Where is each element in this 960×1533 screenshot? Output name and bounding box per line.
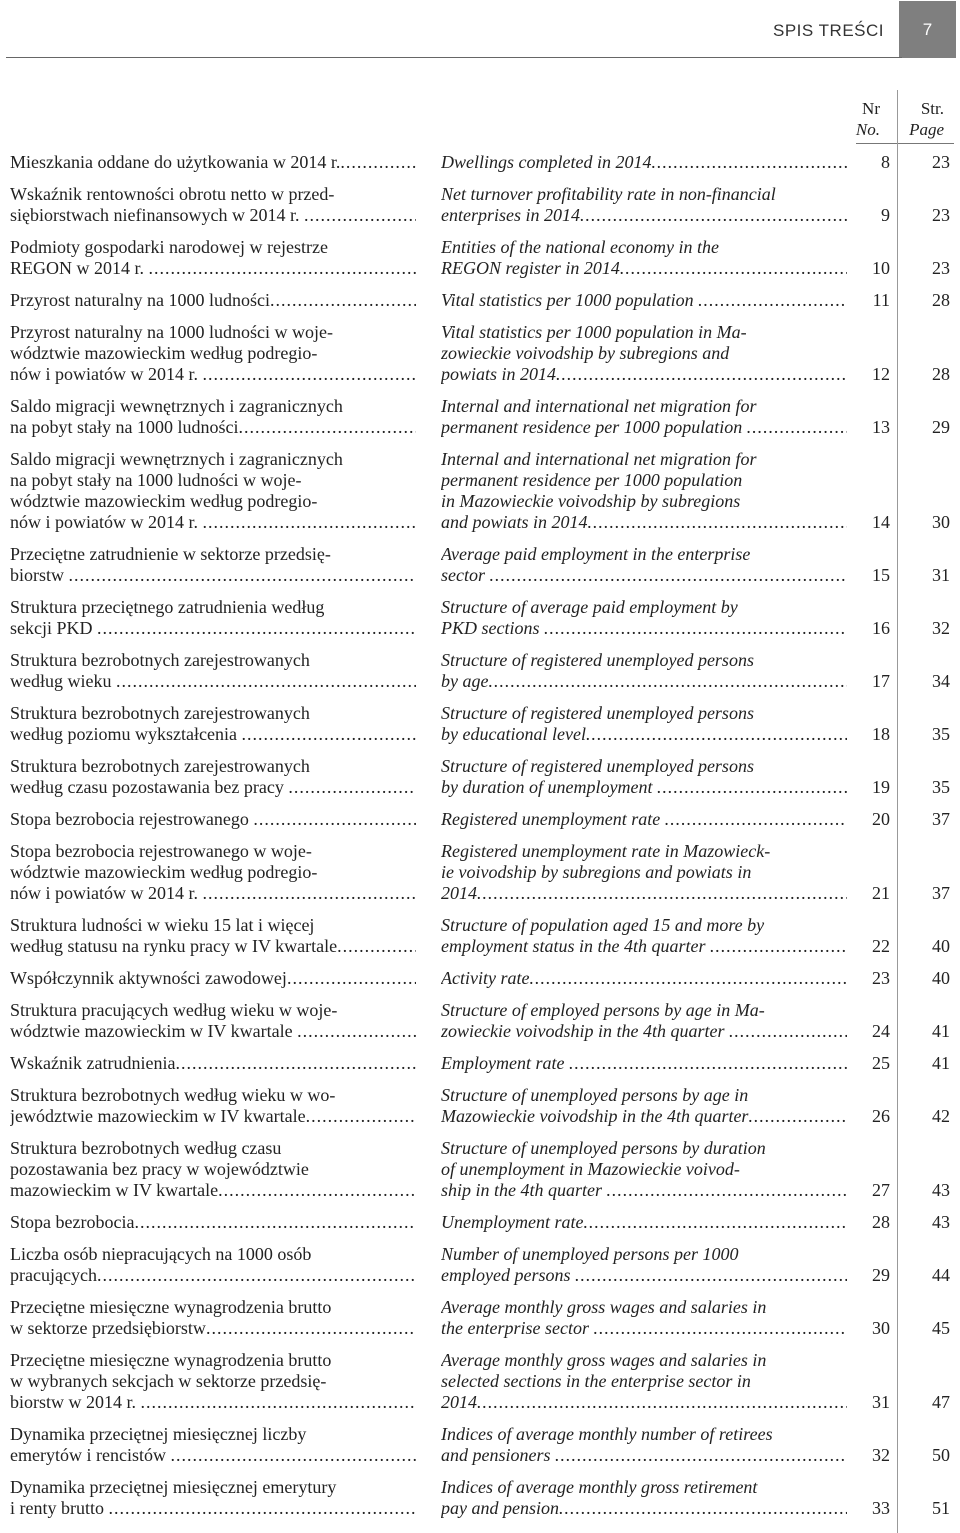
entry-title-en-line: ie voivodship by subregions and powiats in bbox=[441, 862, 752, 882]
entry-title-en bbox=[441, 756, 847, 798]
entry-page: 32 bbox=[932, 618, 950, 638]
entry-title-en-line: Structure of registered unemployed persons bbox=[441, 650, 754, 670]
entry-title-en-line: and powiats in 2014 ..... bbox=[459, 512, 847, 533]
entry-title-pl-line: pozostawania bez pracy w województwie bbox=[10, 1159, 309, 1179]
entry-title-pl-line: według statusu na rynku pracy w IV kwartale ..... bbox=[28, 936, 416, 957]
entry-number: 13 bbox=[872, 417, 890, 437]
toc-entry[interactable] bbox=[0, 650, 960, 692]
entry-title-en-line: zowieckie voivodship in the 4th quarter ..... bbox=[459, 1021, 847, 1042]
entry-number: 16 bbox=[872, 618, 890, 638]
entry-title-pl bbox=[10, 237, 416, 279]
entry-page: 50 bbox=[932, 1445, 950, 1465]
column-header-page-en: Page bbox=[909, 120, 944, 139]
entry-page: 35 bbox=[932, 724, 950, 744]
entry-title-pl-line: Stopa bezrobocia rejestrowanego ..... bbox=[28, 809, 416, 830]
entry-number: 15 bbox=[872, 565, 890, 585]
entry-title-en-line: Unemployment rate ..... bbox=[459, 1212, 847, 1233]
entry-title-pl-line: Struktura bezrobotnych zarejestrowanych bbox=[10, 703, 310, 723]
entry-title-en bbox=[441, 968, 847, 989]
entry-title-pl-line: w wybranych sekcjach w sektorze przedsię- bbox=[10, 1371, 327, 1391]
entry-title-pl bbox=[10, 650, 416, 692]
entry-title-en bbox=[441, 841, 847, 904]
entry-title-en bbox=[441, 322, 847, 385]
entry-title-en-line: by duration of unemployment ..... bbox=[459, 777, 847, 798]
toc-entry[interactable] bbox=[0, 968, 960, 989]
entry-title-en bbox=[441, 650, 847, 692]
toc-entry[interactable] bbox=[0, 756, 960, 798]
entry-title-pl-line: Struktura bezrobotnych według czasu bbox=[10, 1138, 282, 1158]
entry-title-pl-line: mazowieckim w IV kwartale ..... bbox=[28, 1180, 416, 1201]
entry-title-en-line: REGON register in 2014 ..... bbox=[459, 258, 847, 279]
entry-page: 41 bbox=[932, 1053, 950, 1073]
entry-title-en-line: Mazowieckie voivodship in the 4th quarter ..... bbox=[459, 1106, 847, 1127]
entry-title-pl-line: według wieku ..... bbox=[28, 671, 416, 692]
toc-entry[interactable] bbox=[0, 449, 960, 533]
entry-number: 31 bbox=[872, 1392, 890, 1412]
entry-title-pl bbox=[10, 290, 416, 311]
entry-title-pl bbox=[10, 1138, 416, 1201]
column-header-rule bbox=[856, 143, 954, 144]
entry-page: 43 bbox=[932, 1212, 950, 1232]
column-header-page-pl: Str. bbox=[920, 99, 944, 118]
entry-title-en-line: the enterprise sector ..... bbox=[459, 1318, 847, 1339]
entry-title-pl bbox=[10, 152, 416, 173]
entry-title-pl-line: REGON w 2014 r. ..... bbox=[28, 258, 416, 279]
entry-title-pl-line: Wskaźnik rentowności obrotu netto w przed- bbox=[10, 184, 335, 204]
entry-title-en-line: Structure of unemployed persons by duration bbox=[441, 1138, 766, 1158]
toc-entry[interactable] bbox=[0, 544, 960, 586]
entry-title-en-line: Activity rate ..... bbox=[459, 968, 847, 989]
toc-list bbox=[0, 152, 960, 1530]
entry-title-en bbox=[441, 184, 847, 226]
toc-entry[interactable] bbox=[0, 396, 960, 438]
entry-page: 31 bbox=[932, 565, 950, 585]
entry-page: 37 bbox=[932, 883, 950, 903]
entry-title-pl bbox=[10, 1212, 416, 1233]
toc-entry[interactable] bbox=[0, 841, 960, 904]
entry-page: 44 bbox=[932, 1265, 950, 1285]
entry-title-en-line: Entities of the national economy in the bbox=[441, 237, 719, 257]
entry-title-en-line: Internal and international net migration for bbox=[441, 396, 757, 416]
entry-title-pl bbox=[10, 1424, 416, 1466]
entry-title-pl-line: Struktura pracujących według wieku w woje- bbox=[10, 1000, 338, 1020]
entry-title-en bbox=[441, 1350, 847, 1413]
entry-title-en bbox=[441, 1424, 847, 1466]
entry-title-en-line: enterprises in 2014 ..... bbox=[459, 205, 847, 226]
entry-title-pl bbox=[10, 396, 416, 438]
entry-title-pl-line: Saldo migracji wewnętrznych i zagranicznych bbox=[10, 449, 343, 469]
toc-entry[interactable] bbox=[0, 290, 960, 311]
entry-title-en bbox=[441, 1085, 847, 1127]
entry-number: 29 bbox=[872, 1265, 890, 1285]
entry-page: 40 bbox=[932, 936, 950, 956]
entry-page: 42 bbox=[932, 1106, 950, 1126]
entry-title-pl-line: na pobyt stały na 1000 ludności w woje- bbox=[10, 470, 302, 490]
entry-title-en-line: by age ..... bbox=[459, 671, 847, 692]
column-header-nr-en: No. bbox=[855, 120, 880, 139]
entry-title-pl bbox=[10, 597, 416, 639]
entry-page: 30 bbox=[932, 512, 950, 532]
entry-title-en bbox=[441, 152, 847, 173]
entry-title-en bbox=[441, 544, 847, 586]
entry-title-pl bbox=[10, 1244, 416, 1286]
entry-title-pl-line: Struktura przeciętnego zatrudnienia według bbox=[10, 597, 325, 617]
toc-entry[interactable] bbox=[0, 1138, 960, 1201]
entry-title-pl-line: Przeciętne miesięczne wynagrodzenia brutto bbox=[10, 1297, 332, 1317]
entry-page: 47 bbox=[932, 1392, 950, 1412]
column-header-page bbox=[896, 98, 944, 140]
entry-title-pl bbox=[10, 184, 416, 226]
entry-page: 28 bbox=[932, 364, 950, 384]
entry-title-en-line: Structure of registered unemployed persons bbox=[441, 703, 754, 723]
entry-title-pl bbox=[10, 544, 416, 586]
entry-title-pl-line: Podmioty gospodarki narodowej w rejestrze bbox=[10, 237, 328, 257]
entry-title-en-line: Internal and international net migration for bbox=[441, 449, 757, 469]
toc-entry[interactable] bbox=[0, 1053, 960, 1074]
toc-entry[interactable] bbox=[0, 1244, 960, 1286]
entry-page: 43 bbox=[932, 1180, 950, 1200]
entry-title-en-line: permanent residence per 1000 population ..... bbox=[459, 417, 847, 438]
entry-title-en-line: permanent residence per 1000 population bbox=[441, 470, 743, 490]
entry-number: 24 bbox=[872, 1021, 890, 1041]
entry-title-en bbox=[441, 237, 847, 279]
toc-entry[interactable] bbox=[0, 809, 960, 830]
entry-title-en-line: Registered unemployment rate in Mazowieck- bbox=[441, 841, 771, 861]
toc-entry[interactable] bbox=[0, 322, 960, 385]
entry-number: 12 bbox=[872, 364, 890, 384]
entry-title-en bbox=[441, 703, 847, 745]
entry-number: 20 bbox=[872, 809, 890, 829]
entry-title-pl-line: na pobyt stały na 1000 ludności ..... bbox=[28, 417, 416, 438]
entry-title-en bbox=[441, 1212, 847, 1233]
entry-title-pl-line: Współczynnik aktywności zawodowej ..... bbox=[28, 968, 416, 989]
entry-page: 35 bbox=[932, 777, 950, 797]
entry-number: 10 bbox=[872, 258, 890, 278]
entry-title-pl-line: nów i powiatów w 2014 r. ..... bbox=[28, 883, 416, 904]
entry-title-pl-line: biorstw ..... bbox=[28, 565, 416, 586]
entry-title-pl bbox=[10, 703, 416, 745]
entry-title-pl-line: Przyrost naturalny na 1000 ludności ..... bbox=[28, 290, 416, 311]
entry-title-en-line: Structure of population aged 15 and more by bbox=[441, 915, 765, 935]
entry-title-pl-line: Struktura bezrobotnych zarejestrowanych bbox=[10, 756, 310, 776]
entry-title-pl-line: i renty brutto ..... bbox=[28, 1498, 416, 1519]
entry-title-en bbox=[441, 1244, 847, 1286]
entry-title-en-line: in Mazowieckie voivodship by subregions bbox=[441, 491, 741, 511]
entry-title-en-line: Average paid employment in the enterprise bbox=[441, 544, 751, 564]
entry-title-en bbox=[441, 915, 847, 957]
entry-title-pl-line: siębiorstwach niefinansowych w 2014 r. ..... bbox=[28, 205, 416, 226]
entry-number: 22 bbox=[872, 936, 890, 956]
entry-number: 26 bbox=[872, 1106, 890, 1126]
entry-title-pl-line: wództwie mazowieckim według podregio- bbox=[10, 343, 318, 363]
entry-title-pl-line: wództwie mazowieckim według podregio- bbox=[10, 491, 318, 511]
entry-title-pl-line: pracujących ..... bbox=[28, 1265, 416, 1286]
entry-title-en-line: employed persons ..... bbox=[459, 1265, 847, 1286]
entry-title-pl bbox=[10, 1477, 416, 1519]
entry-title-en-line: by educational level ..... bbox=[459, 724, 847, 745]
entry-title-pl bbox=[10, 756, 416, 798]
entry-page: 23 bbox=[932, 152, 950, 172]
entry-title-en-line: Registered unemployment rate ..... bbox=[459, 809, 847, 830]
entry-title-en-line: 2014 ..... bbox=[459, 883, 847, 904]
entry-title-pl-line: nów i powiatów w 2014 r. ..... bbox=[28, 364, 416, 385]
entry-title-pl bbox=[10, 915, 416, 957]
toc-entry[interactable] bbox=[0, 1000, 960, 1042]
entry-number: 28 bbox=[872, 1212, 890, 1232]
entry-number: 25 bbox=[872, 1053, 890, 1073]
entry-title-pl-line: emerytów i rencistów ..... bbox=[28, 1445, 416, 1466]
toc-entry[interactable] bbox=[0, 1477, 960, 1519]
entry-title-en-line: Vital statistics per 1000 population in Ma- bbox=[441, 322, 747, 342]
entry-number: 8 bbox=[881, 152, 890, 172]
entry-page: 29 bbox=[932, 417, 950, 437]
entry-title-pl bbox=[10, 1000, 416, 1042]
entry-title-en bbox=[441, 290, 847, 311]
entry-title-en-line: and pensioners ..... bbox=[459, 1445, 847, 1466]
header-rule bbox=[6, 57, 902, 58]
entry-title-en bbox=[441, 1297, 847, 1339]
entry-title-pl-line: w sektorze przedsiębiorstw ..... bbox=[28, 1318, 416, 1339]
toc-entry[interactable] bbox=[0, 237, 960, 279]
entry-page: 51 bbox=[932, 1498, 950, 1518]
entry-page: 37 bbox=[932, 809, 950, 829]
entry-number: 9 bbox=[881, 205, 890, 225]
entry-title-pl-line: Struktura bezrobotnych według wieku w wo- bbox=[10, 1085, 336, 1105]
entry-number: 33 bbox=[872, 1498, 890, 1518]
toc-entry[interactable] bbox=[0, 597, 960, 639]
entry-title-en-line: powiats in 2014 ..... bbox=[459, 364, 847, 385]
entry-title-pl bbox=[10, 322, 416, 385]
toc-entry[interactable] bbox=[0, 1424, 960, 1466]
entry-title-pl-line: Wskaźnik zatrudnienia ..... bbox=[28, 1053, 416, 1074]
entry-title-pl-line: wództwie mazowieckim według podregio- bbox=[10, 862, 318, 882]
toc-entry[interactable] bbox=[0, 1297, 960, 1339]
entry-title-pl bbox=[10, 1297, 416, 1339]
entry-title-pl bbox=[10, 1053, 416, 1074]
entry-title-en-line: Average monthly gross wages and salaries in bbox=[441, 1297, 767, 1317]
entry-title-pl bbox=[10, 1350, 416, 1413]
entry-title-en bbox=[441, 1138, 847, 1201]
entry-number: 30 bbox=[872, 1318, 890, 1338]
entry-title-pl-line: Przyrost naturalny na 1000 ludności w woje- bbox=[10, 322, 333, 342]
entry-title-en-line: employment status in the 4th quarter ..... bbox=[459, 936, 847, 957]
entry-title-pl-line: według czasu pozostawania bez pracy ..... bbox=[28, 777, 416, 798]
entry-title-pl-line: Struktura bezrobotnych zarejestrowanych bbox=[10, 650, 310, 670]
entry-title-en bbox=[441, 396, 847, 438]
entry-title-en-line: Indices of average monthly gross retirement bbox=[441, 1477, 758, 1497]
entry-title-en-line: Net turnover profitability rate in non-financial bbox=[441, 184, 776, 204]
entry-title-pl-line: Liczba osób niepracujących na 1000 osób bbox=[10, 1244, 312, 1264]
entry-title-pl-line: Dynamika przeciętnej miesięcznej emerytury bbox=[10, 1477, 337, 1497]
entry-title-pl bbox=[10, 449, 416, 533]
entry-title-en bbox=[441, 1053, 847, 1074]
entry-title-en-line: sector ..... bbox=[459, 565, 847, 586]
entry-title-en bbox=[441, 809, 847, 830]
entry-title-pl bbox=[10, 809, 416, 830]
entry-title-en-line: pay and pension ..... bbox=[459, 1498, 847, 1519]
entry-title-pl-line: wództwie mazowieckim w IV kwartale ..... bbox=[28, 1021, 416, 1042]
entry-page: 23 bbox=[932, 205, 950, 225]
entry-number: 32 bbox=[872, 1445, 890, 1465]
entry-title-en-line: PKD sections ..... bbox=[459, 618, 847, 639]
entry-page: 40 bbox=[932, 968, 950, 988]
entry-title-pl-line: Saldo migracji wewnętrznych i zagranicznych bbox=[10, 396, 343, 416]
entry-title-en-line: Structure of registered unemployed persons bbox=[441, 756, 754, 776]
entry-title-pl-line: Przeciętne miesięczne wynagrodzenia brutto bbox=[10, 1350, 332, 1370]
column-header-nr-pl: Nr bbox=[862, 99, 880, 118]
entry-number: 19 bbox=[872, 777, 890, 797]
toc-entry[interactable] bbox=[0, 152, 960, 173]
entry-title-en bbox=[441, 1477, 847, 1519]
page-number-box bbox=[899, 1, 956, 58]
entry-title-en-line: of unemployment in Mazowieckie voivod- bbox=[441, 1159, 740, 1179]
entry-title-pl-line: Stopa bezrobocia ..... bbox=[28, 1212, 416, 1233]
toc-entry[interactable] bbox=[0, 915, 960, 957]
entry-title-pl-line: sekcji PKD ..... bbox=[28, 618, 416, 639]
entry-title-en-line: zowieckie voivodship by subregions and bbox=[441, 343, 730, 363]
entry-number: 11 bbox=[872, 290, 890, 310]
toc-entry[interactable] bbox=[0, 1085, 960, 1127]
entry-title-pl-line: Struktura ludności w wieku 15 lat i więcej bbox=[10, 915, 315, 935]
toc-entry[interactable] bbox=[0, 184, 960, 226]
entry-title-en bbox=[441, 597, 847, 639]
entry-title-pl-line: Dynamika przeciętnej miesięcznej liczby bbox=[10, 1424, 307, 1444]
entry-title-pl bbox=[10, 968, 416, 989]
entry-page: 23 bbox=[932, 258, 950, 278]
entry-number: 14 bbox=[872, 512, 890, 532]
page-header bbox=[0, 0, 960, 60]
toc-entry[interactable] bbox=[0, 703, 960, 745]
entry-page: 34 bbox=[932, 671, 950, 691]
entry-title-pl-line: Przeciętne zatrudnienie w sektorze przedsię- bbox=[10, 544, 331, 564]
entry-page: 41 bbox=[932, 1021, 950, 1041]
entry-title-en-line: Average monthly gross wages and salaries in bbox=[441, 1350, 767, 1370]
entry-title-en-line: Number of unemployed persons per 1000 bbox=[441, 1244, 739, 1264]
entry-title-pl-line: nów i powiatów w 2014 r. ..... bbox=[28, 512, 416, 533]
entry-title-en-line: Employment rate ..... bbox=[459, 1053, 847, 1074]
entry-title-pl bbox=[10, 841, 416, 904]
entry-number: 17 bbox=[872, 671, 890, 691]
entry-title-en-line: Structure of average paid employment by bbox=[441, 597, 738, 617]
entry-title-en-line: selected sections in the enterprise sector in bbox=[441, 1371, 751, 1391]
toc-entry[interactable] bbox=[0, 1350, 960, 1413]
entry-title-en-line: ship in the 4th quarter ..... bbox=[459, 1180, 847, 1201]
entry-title-pl-line: biorstw w 2014 r. ..... bbox=[28, 1392, 416, 1413]
entry-title-en bbox=[441, 1000, 847, 1042]
entry-title-pl bbox=[10, 1085, 416, 1127]
entry-title-en-line: Structure of unemployed persons by age in bbox=[441, 1085, 749, 1105]
entry-title-pl-line: według poziomu wykształcenia ..... bbox=[28, 724, 416, 745]
entry-number: 27 bbox=[872, 1180, 890, 1200]
entry-title-en-line: Indices of average monthly number of retirees bbox=[441, 1424, 773, 1444]
entry-title-en bbox=[441, 449, 847, 533]
page-number: 7 bbox=[922, 19, 933, 39]
entry-title-pl-line: Mieszkania oddane do użytkowania w 2014 r. ..... bbox=[28, 152, 416, 173]
section-title: SPIS TREŚCI bbox=[773, 21, 884, 40]
entry-number: 23 bbox=[872, 968, 890, 988]
entry-title-pl-line: jewództwie mazowieckim w IV kwartale ..... bbox=[28, 1106, 416, 1127]
entry-number: 21 bbox=[872, 883, 890, 903]
entry-page: 45 bbox=[932, 1318, 950, 1338]
entry-title-en-line: 2014 ..... bbox=[459, 1392, 847, 1413]
entry-title-en-line: Vital statistics per 1000 population ..... bbox=[459, 290, 847, 311]
entry-number: 18 bbox=[872, 724, 890, 744]
entry-page: 28 bbox=[932, 290, 950, 310]
entry-title-en-line: Structure of employed persons by age in Ma- bbox=[441, 1000, 765, 1020]
toc-entry[interactable] bbox=[0, 1212, 960, 1233]
entry-title-en-line: Dwellings completed in 2014 ..... bbox=[459, 152, 847, 173]
entry-title-pl-line: Stopa bezrobocia rejestrowanego w woje- bbox=[10, 841, 312, 861]
